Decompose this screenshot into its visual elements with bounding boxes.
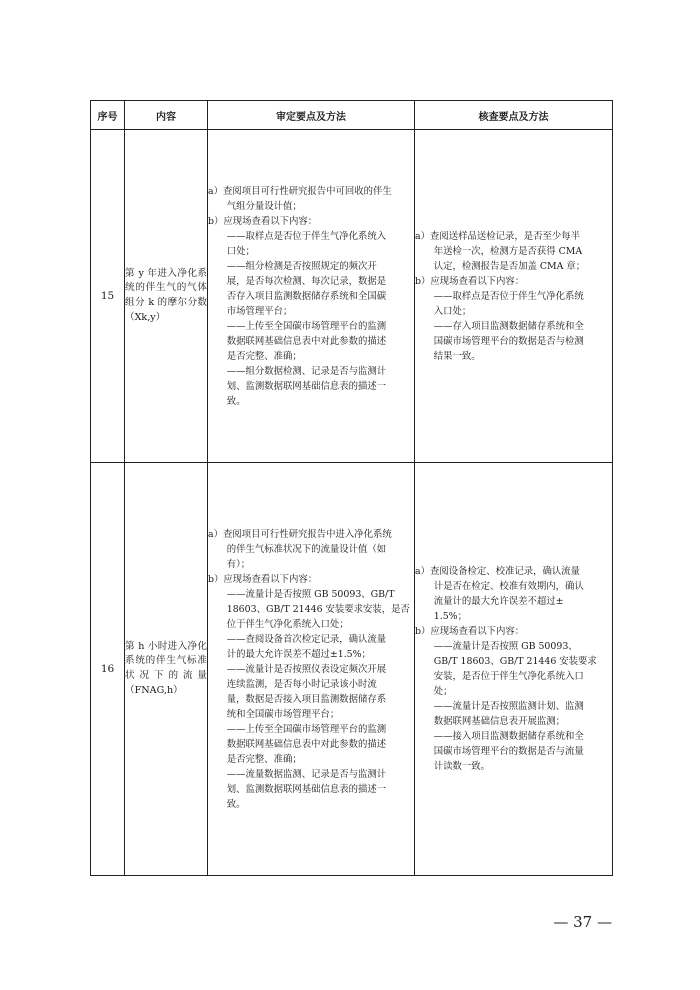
text-line: 年送检一次，检测方是否获得 CMA bbox=[415, 245, 583, 257]
text-line: ——取样点是否位于伴生气净化系统 bbox=[415, 290, 584, 302]
text-line: 量，数据是否接入项目监测数据储存系 bbox=[208, 693, 387, 705]
text-line: ——流量数据监测、记录是否与监测计 bbox=[208, 768, 387, 780]
text-line: 统和全国碳市场管理平台； bbox=[208, 708, 340, 720]
text-line: 数据联网基础信息表中对此参数的描述 bbox=[208, 335, 387, 347]
text-line: ——组分检测是否按照规定的频次开 bbox=[208, 260, 377, 272]
verify-lines bbox=[415, 229, 612, 364]
text-line: 入口处； bbox=[415, 305, 472, 317]
text-line: ——组分数据检测、记录是否与监测计 bbox=[208, 365, 387, 377]
text-line: 是否完整、准确； bbox=[208, 753, 302, 765]
header-content: 内容 bbox=[125, 101, 208, 130]
verify-method-cell bbox=[415, 463, 613, 876]
review-lines bbox=[208, 527, 414, 812]
text-line: 计的最大允许误差不超过±1.5%； bbox=[208, 648, 371, 660]
text-line: 致。 bbox=[208, 798, 246, 810]
text-line: 数据联网基础信息表中对此参数的描述 bbox=[208, 738, 387, 750]
text-line: 致。 bbox=[208, 395, 246, 407]
text-line: b）应现场查看以下内容： bbox=[415, 626, 525, 637]
text-line: 处； bbox=[415, 686, 453, 697]
text-line: 数据联网基础信息表开展监测； bbox=[415, 716, 566, 727]
text-line: 展，是否每次检测、每次记录，数据是 bbox=[208, 275, 387, 287]
text-line: 市场管理平台； bbox=[208, 305, 293, 317]
page-number: — 37 — bbox=[553, 913, 612, 931]
text-line: 计是否在检定、校准有效期内，确认 bbox=[415, 581, 584, 592]
text-line: 认定，检测报告是否加盖 CMA 章； bbox=[415, 260, 586, 272]
text-line: ——流量计是否按照仪表设定频次开展 bbox=[208, 663, 387, 675]
text-line: a）查阅项目可行性研究报告中可回收的伴生 bbox=[208, 185, 392, 197]
text-line: 1.5%； bbox=[415, 611, 467, 622]
row-number: 15 bbox=[91, 130, 125, 463]
text-line: GB/T 18603、GB/T 21446 安装要求 bbox=[415, 656, 597, 667]
text-line: 流量计的最大允许误差不超过± bbox=[415, 596, 564, 607]
text-line: ——流量计是否按照 GB 50093、GB/T bbox=[208, 588, 395, 600]
text-line: 国碳市场管理平台的数据是否与检测 bbox=[415, 335, 584, 347]
text-line: 口处； bbox=[208, 245, 255, 257]
text-line: a）查阅设备检定、校准记录，确认流量 bbox=[415, 566, 580, 577]
text-line: ——上传至全国碳市场管理平台的监测 bbox=[208, 320, 387, 332]
text-line: b）应现场查看以下内容： bbox=[208, 573, 318, 585]
text-line: ——上传至全国碳市场管理平台的监测 bbox=[208, 723, 387, 735]
review-lines bbox=[208, 184, 414, 409]
text-line: 18603、GB/T 21446 安装要求安装，是否 bbox=[208, 603, 410, 615]
text-line: 计读数一致。 bbox=[415, 761, 491, 772]
review-method-cell bbox=[208, 130, 415, 463]
table-row bbox=[91, 463, 613, 876]
text-line: 否存入项目监测数据储存系统和全国碳 bbox=[208, 290, 387, 302]
text-line: ——接入项目监测数据储存系统和全 bbox=[415, 731, 584, 742]
text-line: 连续监测，是否每小时记录该小时流 bbox=[208, 678, 377, 690]
text-line: ——查阅设备首次检定记录，确认流量 bbox=[208, 633, 387, 645]
text-line: a）查阅项目可行性研究报告中进入净化系统 bbox=[208, 528, 392, 540]
text-line: ——存入项目监测数据储存系统和全 bbox=[415, 320, 584, 332]
table-header-row bbox=[91, 101, 613, 130]
verify-lines bbox=[415, 564, 612, 774]
text-line: 划、监测数据联网基础信息表的描述一 bbox=[208, 380, 387, 392]
text-line: ——流量计是否按照 GB 50093、 bbox=[415, 641, 578, 652]
text-line: b）应现场查看以下内容： bbox=[208, 215, 318, 227]
text-line: b）应现场查看以下内容： bbox=[415, 275, 525, 287]
text-line: 位于伴生气净化系统入口处； bbox=[208, 618, 349, 630]
text-line: a）查阅送样品送检记录，是否至少每半 bbox=[415, 230, 580, 242]
text-line: ——取样点是否位于伴生气净化系统入 bbox=[208, 230, 387, 242]
row-content: 第 y 年进入净化系统的伴生气的气体组分 k 的摩尔分数（Xk,y） bbox=[125, 130, 208, 463]
text-line: 的伴生气标准状况下的流量设计值（如 bbox=[208, 543, 387, 555]
header-review-method: 审定要点及方法 bbox=[208, 101, 415, 130]
header-verify-method: 核查要点及方法 bbox=[415, 101, 613, 130]
text-line: ——流量计是否按照监测计划、监测 bbox=[415, 701, 584, 712]
review-method-cell bbox=[208, 463, 415, 876]
row-content: 第 h 小时进入净化系统的伴生气标准状况下的流量（FNAG,h） bbox=[125, 463, 208, 876]
text-line: 国碳市场管理平台的数据是否与流量 bbox=[415, 746, 584, 757]
text-line: 气组分量设计值； bbox=[208, 200, 302, 212]
text-line: 划、监测数据联网基础信息表的描述一 bbox=[208, 783, 387, 795]
text-line: 有）； bbox=[208, 558, 251, 570]
text-line: 是否完整、准确； bbox=[208, 350, 302, 362]
text-line: 安装，是否位于伴生气净化系统入口 bbox=[415, 671, 584, 682]
row-number: 16 bbox=[91, 463, 125, 876]
table-row bbox=[91, 130, 613, 463]
header-serial-number: 序号 bbox=[91, 101, 125, 130]
audit-table bbox=[90, 100, 613, 876]
verify-method-cell bbox=[415, 130, 613, 463]
text-line: 结果一致。 bbox=[415, 350, 481, 362]
